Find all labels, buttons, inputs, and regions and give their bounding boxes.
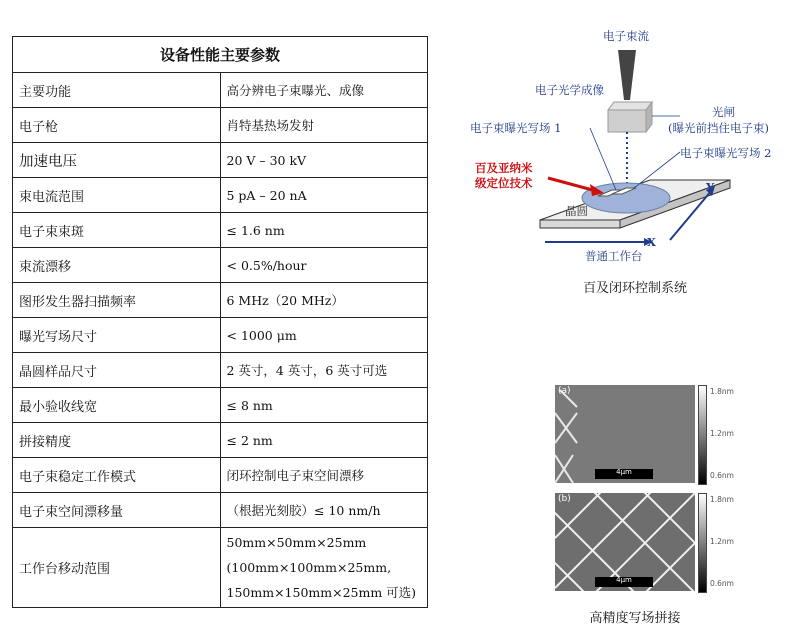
- table-row: [13, 143, 428, 178]
- electron-beam-cone: [618, 50, 636, 100]
- param-value: ≤ 1.6 nm: [220, 213, 428, 248]
- label-field-1: 电子束曝光写场 1: [470, 121, 562, 135]
- spec-table: [12, 36, 428, 608]
- label-field-2: 电子束曝光写场 2: [680, 146, 772, 160]
- afm-figure: [550, 385, 786, 597]
- param-value: < 1000 μm: [220, 318, 428, 353]
- imaging-block: [608, 110, 646, 132]
- param-name: 拼接精度: [13, 423, 221, 458]
- label-stage: 普通工作台: [585, 249, 643, 263]
- colorbar-b: [698, 493, 707, 593]
- table-row: [13, 318, 428, 353]
- panel-a-tag: (a): [558, 386, 571, 396]
- param-value: ≤ 8 nm: [220, 388, 428, 423]
- table-row: [13, 283, 428, 318]
- param-name: 电子束束斑: [13, 213, 221, 248]
- param-name: 电子束稳定工作模式: [13, 458, 221, 493]
- tick: 1.8nm: [710, 495, 734, 504]
- scale-bar: 4μm: [595, 577, 653, 587]
- table-title: 设备性能主要参数: [13, 37, 428, 73]
- table-row: [13, 178, 428, 213]
- param-value: 闭环控制电子束空间漂移: [220, 458, 428, 493]
- param-name: 电子枪: [13, 108, 221, 143]
- table-row: [13, 213, 428, 248]
- table-row: [13, 458, 428, 493]
- diagram-caption: 百及闭环控制系统: [582, 281, 687, 296]
- label-shutter: 光闸: [712, 105, 735, 119]
- param-name: 晶圆样品尺寸: [13, 353, 221, 388]
- param-name: 工作台移动范围: [13, 528, 221, 608]
- label-shutter-note: (曝光前挡住电子束): [668, 121, 769, 135]
- label-locate-2: 级定位技术: [475, 176, 533, 190]
- afm-panel-a: [555, 385, 695, 483]
- param-value: （根据光刻胶）≤ 10 nm/h: [220, 493, 428, 528]
- tick: 1.2nm: [710, 537, 734, 546]
- value-line: (100mm×100mm×25mm,: [226, 560, 392, 575]
- param-value: 20 V – 30 kV: [220, 143, 428, 178]
- table-row: [13, 388, 428, 423]
- param-value: 5 pA – 20 nA: [220, 178, 428, 213]
- label-beam: 电子束流: [603, 29, 649, 43]
- param-value: < 0.5%/hour: [220, 248, 428, 283]
- afm-caption: 高精度写场拼接: [589, 611, 681, 626]
- afm-panel-b: [555, 493, 695, 591]
- tick: 0.6nm: [710, 471, 734, 480]
- label-imaging: 电子光学成像: [535, 83, 604, 97]
- label-locate-1: 百及亚纳米: [475, 161, 533, 175]
- table-row: [13, 528, 428, 608]
- label-wafer: 晶圆: [565, 204, 588, 218]
- tick: 1.8nm: [710, 387, 734, 396]
- param-name: 主要功能: [13, 73, 221, 108]
- table-row: [13, 73, 428, 108]
- param-name: 曝光写场尺寸: [13, 318, 221, 353]
- value-line: 50mm×50mm×25mm: [226, 535, 367, 550]
- param-name: 加速电压: [13, 143, 221, 178]
- panel-b-tag: (b): [558, 494, 571, 504]
- param-value: ≤ 2 nm: [220, 423, 428, 458]
- table-row: [13, 353, 428, 388]
- param-name: 最小验收线宽: [13, 388, 221, 423]
- label-axis-x: X: [647, 235, 656, 249]
- label-axis-y: Y: [706, 180, 715, 194]
- param-value: [220, 528, 428, 608]
- colorbar-a: [698, 385, 707, 485]
- param-value: 肖特基热场发射: [220, 108, 428, 143]
- value-line: 150mm×150mm×25mm 可选): [226, 585, 417, 600]
- table-row: [13, 493, 428, 528]
- param-name: 束流漂移: [13, 248, 221, 283]
- scale-bar: 4μm: [595, 469, 653, 479]
- param-name: 图形发生器扫描频率: [13, 283, 221, 318]
- param-value: 2 英寸，4 英寸，6 英寸可选: [220, 353, 428, 388]
- param-name: 电子束空间漂移量: [13, 493, 221, 528]
- param-value: 6 MHz（20 MHz）: [220, 283, 428, 318]
- tick: 1.2nm: [710, 429, 734, 438]
- table-row: [13, 108, 428, 143]
- tick: 0.6nm: [710, 579, 734, 588]
- table-row: [13, 423, 428, 458]
- param-value: 高分辨电子束曝光、成像: [220, 73, 428, 108]
- param-name: 束电流范围: [13, 178, 221, 213]
- table-row: [13, 248, 428, 283]
